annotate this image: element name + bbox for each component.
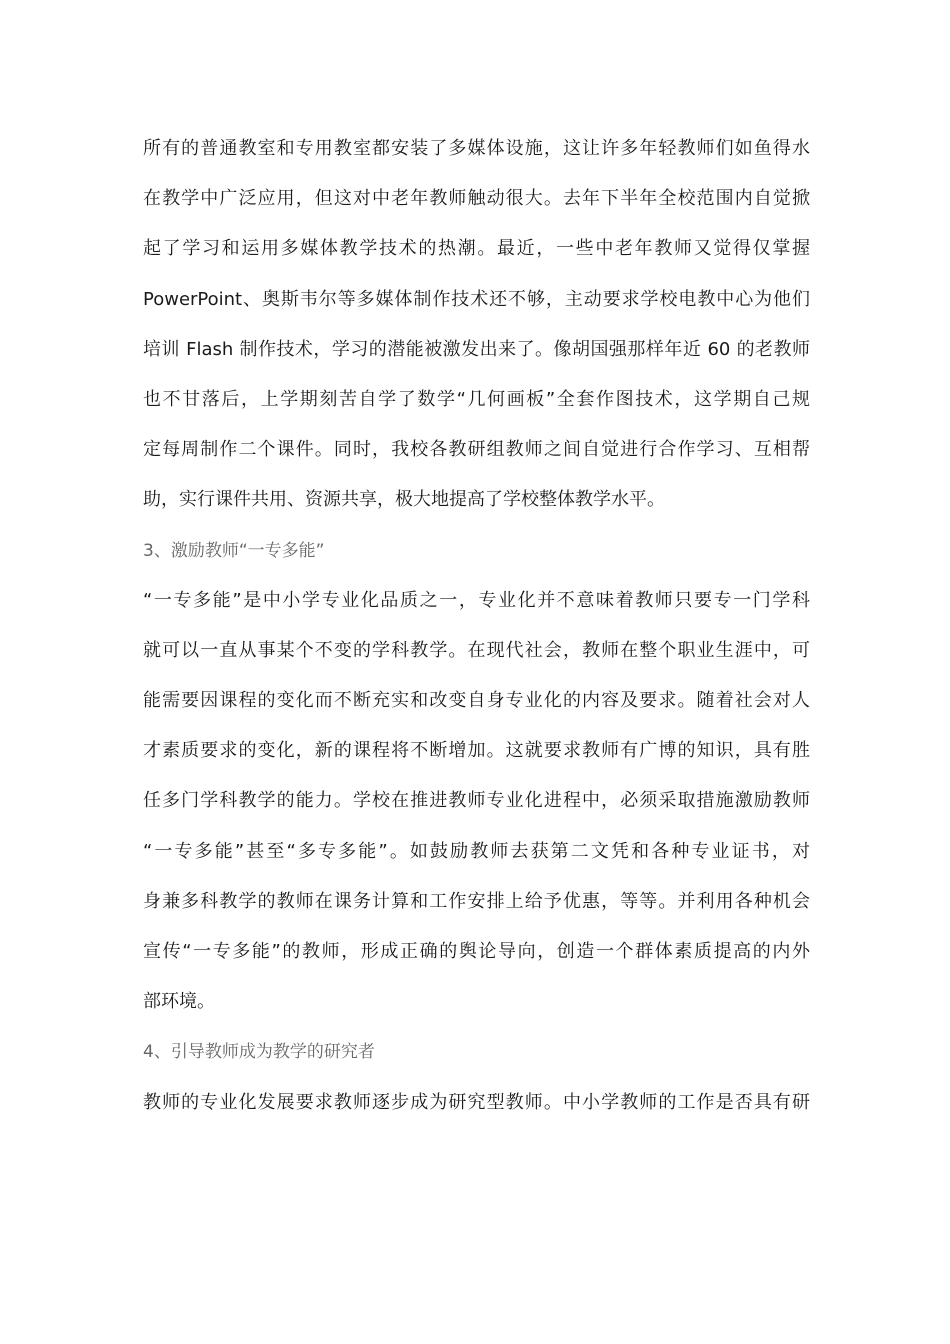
text-line: 教师的专业化发展要求教师逐步成为研究型教师。中小学教师的工作是否具有研 bbox=[143, 1091, 810, 1113]
paragraph-multi-skill bbox=[143, 583, 810, 1035]
section-heading-4 bbox=[143, 1034, 810, 1084]
heading-text: 4、引导教师成为教学的研究者 bbox=[143, 1042, 375, 1063]
text-line: 才素质要求的变化，新的课程将不断增加。这就要求教师有广博的知识，具有胜 bbox=[143, 740, 810, 762]
heading-text: 3、激励教师“一专多能” bbox=[143, 540, 325, 561]
text-line: PowerPoint、奥斯韦尔等多媒体制作技术还不够，主动要求学校电教中心为他们 bbox=[143, 288, 810, 310]
text-line: 部环境。 bbox=[143, 991, 215, 1013]
text-line: 在教学中广泛应用，但这对中老年教师触动很大。去年下半年全校范围内自觉掀 bbox=[143, 188, 810, 210]
text-line: 起了学习和运用多媒体教学技术的热潮。最近，一些中老年教师又觉得仅掌握 bbox=[143, 238, 810, 260]
section-heading-3 bbox=[143, 533, 810, 583]
text-line: 就可以一直从事某个不变的学科教学。在现代社会，教师在整个职业生涯中，可 bbox=[143, 639, 810, 661]
text-line: “一专多能”是中小学专业化品质之一，专业化并不意味着教师只要专一门学科 bbox=[143, 589, 810, 611]
text-line: 任多门学科教学的能力。学校在推进教师专业化进程中，必须采取措施激励教师 bbox=[143, 790, 810, 812]
document-body bbox=[143, 131, 810, 1135]
text-line: 能需要因课程的变化而不断充实和改变自身专业化的内容及要求。随着社会对人 bbox=[143, 690, 810, 712]
text-line: 助，实行课件共用、资源共享，极大地提高了学校整体教学水平。 bbox=[143, 489, 665, 511]
text-line: 定每周制作二个课件。同时，我校各教研组教师之间自觉进行合作学习、互相帮 bbox=[143, 439, 810, 461]
text-line: 身兼多科教学的教师在课务计算和工作安排上给予优惠，等等。并利用各种机会 bbox=[143, 890, 810, 912]
text-line: 也不甘落后，上学期刻苦自学了数学“几何画板”全套作图技术，这学期自己规 bbox=[143, 388, 810, 410]
text-line: 所有的普通教室和专用教室都安装了多媒体设施，这让许多年轻教师们如鱼得水 bbox=[143, 138, 810, 159]
paragraph-multimedia bbox=[143, 131, 810, 533]
paragraph-research-teacher bbox=[143, 1085, 810, 1135]
text-line: 宣传“一专多能”的教师，形成正确的舆论导向，创造一个群体素质提高的内外 bbox=[143, 941, 810, 962]
text-line: “一专多能”甚至“多专多能”。如鼓励教师去获第二文凭和各种专业证书，对 bbox=[143, 840, 810, 862]
text-line: 培训 Flash 制作技术，学习的潜能被激发出来了。像胡国强那样年近 60 的老教师 bbox=[143, 338, 810, 360]
